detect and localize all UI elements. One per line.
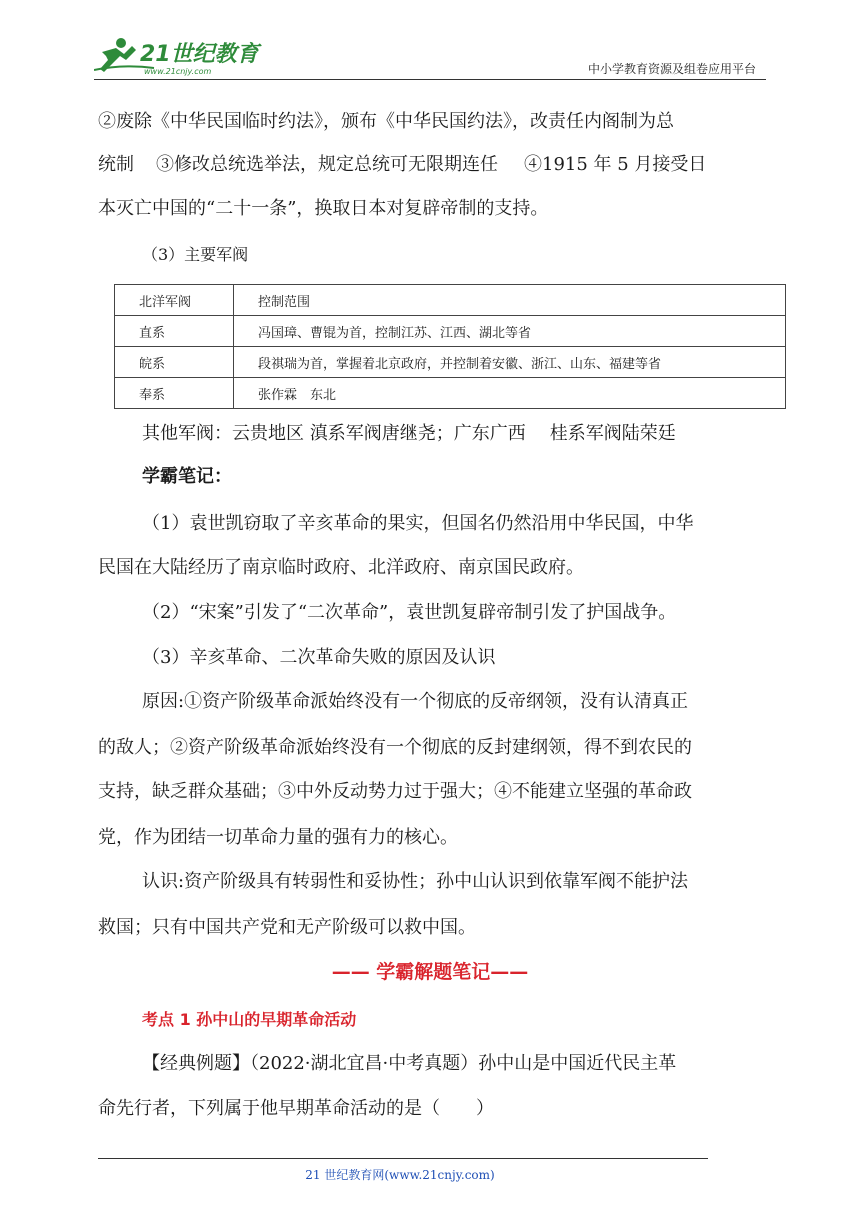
paragraph-line: 【经典例题】（2022·湖北宜昌·中考真题）孙中山是中国近代民主革 [142,1053,677,1074]
text-span: 其他军阀：云贵地区 滇系军阀唐继尧；广东广西 [142,423,526,444]
header-divider [94,79,766,80]
table-cell: 段祺瑞为首，掌握着北京政府，并控制着安徽、浙江、山东、福建等省 [234,347,786,378]
paragraph-line: （2）“宋案”引发了“二次革命”，袁世凯复辟帝制引发了护国战争。 [142,602,677,623]
platform-name: 中小学教育资源及组卷应用平台 [587,62,756,76]
paragraph-line: 党，作为团结一切革命力量的强有力的核心。 [98,827,458,848]
paragraph-line: （1）袁世凯窃取了辛亥革命的果实，但国名仍然沿用中华民国，中华 [142,513,694,534]
paragraph-line: 支持，缺乏群众基础；③中外反动势力过于强大；④不能建立坚强的革命政 [98,781,692,802]
paragraph-line: ②废除《中华民国临时约法》，颁布《中华民国约法》，改责任内阁制为总 [98,111,674,132]
table-row [115,347,786,378]
page-header [94,34,766,80]
paragraph-line [142,422,810,446]
table-row [115,378,786,409]
section-title: —— 学霸解题笔记—— [331,961,529,983]
footer-divider [98,1158,708,1159]
text-span: 统制 [98,154,134,175]
table-cell: 北洋军阀 [115,285,234,316]
subheading: （3）主要军阀 [142,245,249,264]
exam-point: 考点 1 孙中山的早期革命活动 [142,1010,357,1029]
logo [94,34,264,78]
table-row [115,285,786,316]
paragraph-line [98,153,766,177]
table-cell: 直系 [115,316,234,347]
footer-text: 21 世纪教育网(www.21cnjy.com) [305,1168,495,1182]
text-span: 桂系军阀陆荣廷 [549,423,676,444]
paragraph-line: 原因:①资产阶级革命派始终没有一个彻底的反帝纲领，没有认清真正 [142,691,689,712]
paragraph-line: 认识:资产阶级具有转弱性和妥协性；孙中山认识到依靠军阀不能护法 [142,871,689,892]
table-cell: 控制范围 [234,285,786,316]
notes-title: 学霸笔记： [142,466,232,487]
table-row [115,316,786,347]
paragraph-line: 救国；只有中国共产党和无产阶级可以救中国。 [98,917,476,938]
paragraph-line: （3）辛亥革命、二次革命失败的原因及认识 [142,647,496,668]
text-span: ③修改总统选举法，规定总统可无限期连任 [156,154,498,175]
logo-title: 21世纪教育 [140,42,259,67]
table-cell: 张作霖 东北 [234,378,786,409]
table-cell: 奉系 [115,378,234,409]
paragraph-line: 命先行者，下列属于他早期革命活动的是（ ） [98,1098,494,1119]
logo-url: www.21cnjy.com [144,67,212,76]
paragraph-line: 民国在大陆经历了南京临时政府、北洋政府、南京国民政府。 [98,557,584,578]
paragraph-line: 的敌人；②资产阶级革命派始终没有一个彻底的反封建纲领，得不到农民的 [98,737,692,758]
warlords-table [114,284,786,409]
table-cell: 皖系 [115,347,234,378]
paragraph-line: 本灭亡中国的“二十一条”，换取日本对复辟帝制的支持。 [98,198,549,219]
text-span: ④1915 年 5 月接受日 [524,154,707,175]
table-cell: 冯国璋、曹锟为首，控制江苏、江西、湖北等省 [234,316,786,347]
